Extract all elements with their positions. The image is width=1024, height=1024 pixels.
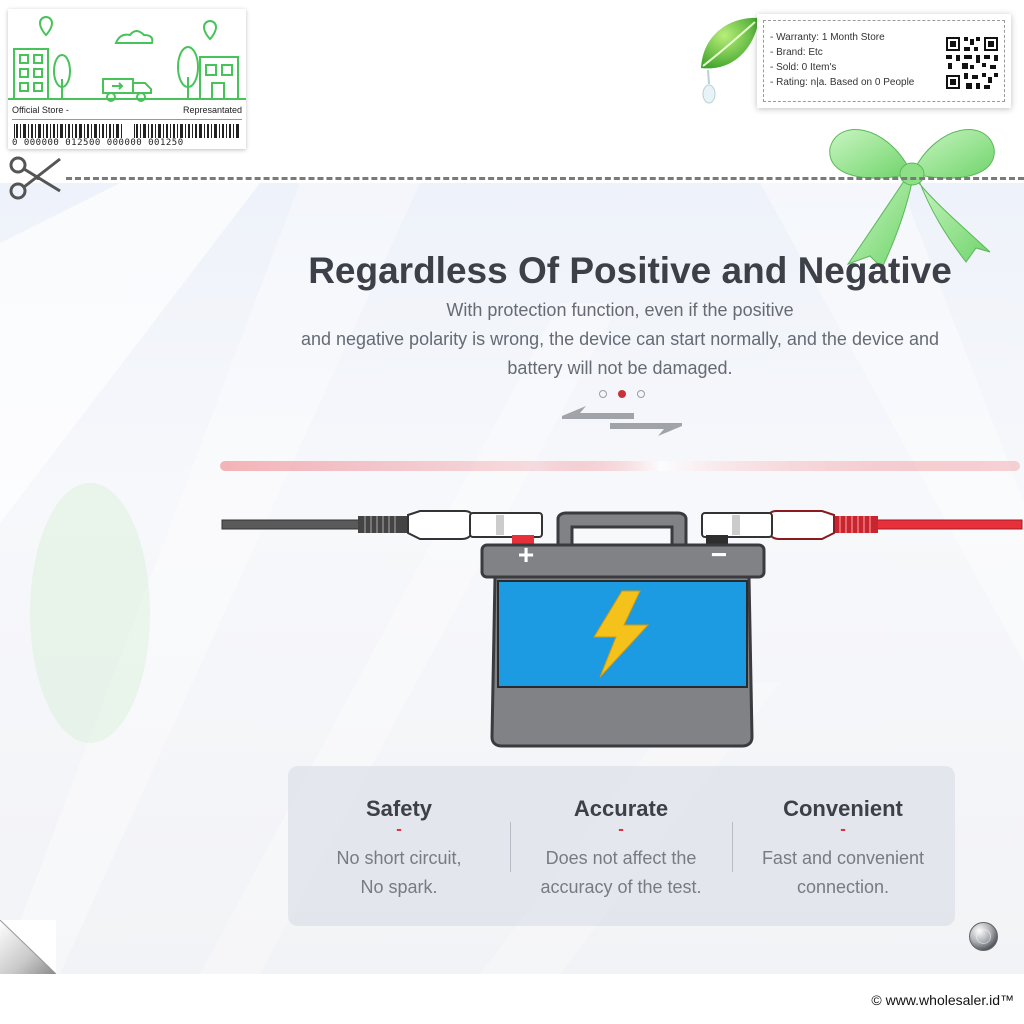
barcode-number: 0 000000 012500 000000 001250 <box>12 138 184 148</box>
feature-description-line: connection. <box>796 877 890 897</box>
black-cable <box>222 520 362 529</box>
carousel-dots[interactable] <box>596 388 648 400</box>
feature-description-line: accuracy of the test. <box>540 877 702 897</box>
feature-convenient <box>732 766 954 926</box>
feature-description-line: No short circuit, <box>336 848 462 868</box>
feature-title: Accurate <box>573 796 669 821</box>
feature-dash: - <box>840 822 846 838</box>
leaf-icon <box>693 12 763 112</box>
info-card <box>757 14 1011 108</box>
feature-safety <box>288 766 510 926</box>
swap-arrows-icon <box>556 404 688 440</box>
black-clamp <box>358 511 542 539</box>
city-delivery-illustration <box>8 9 246 105</box>
feature-title: Safety <box>365 796 433 821</box>
rating-text: - Rating: n|a. Based on 0 People <box>770 77 915 88</box>
footer-band <box>0 974 1024 1024</box>
negative-symbol: − <box>710 539 728 570</box>
sold-text: - Sold: 0 Item's <box>770 62 837 73</box>
feature-dash: - <box>396 822 402 838</box>
bow-icon <box>826 118 998 268</box>
product-info-list <box>770 30 914 90</box>
subtitle-line-2: and negative polarity is wrong, the device can start normally, and the device and <box>300 329 940 349</box>
motion-blur-line <box>220 454 1020 478</box>
positive-symbol: + <box>517 539 535 570</box>
store-card <box>8 9 246 149</box>
brand-text: - Brand: Etc <box>770 47 823 58</box>
feature-description <box>732 844 954 902</box>
store-labels <box>12 105 242 120</box>
qr-code-icon <box>944 35 1000 91</box>
red-clamp <box>702 511 878 539</box>
metal-button-icon[interactable] <box>968 921 999 952</box>
cut-line <box>66 177 1024 180</box>
feature-description <box>288 844 510 902</box>
feature-dash: - <box>618 822 624 838</box>
feature-accurate <box>510 766 732 926</box>
warranty-text: - Warranty: 1 Month Store <box>770 32 885 43</box>
subtitle-line-3: battery will not be damaged. <box>507 358 733 378</box>
feature-description <box>510 844 732 902</box>
battery-illustration <box>220 505 1024 755</box>
info-card-border <box>763 20 1005 102</box>
official-store-label: Official Store - <box>12 105 69 115</box>
headline: Regardless Of Positive and Negative <box>308 250 952 291</box>
red-cable <box>870 520 1022 529</box>
represented-label: Represantated <box>182 105 242 115</box>
barcode-icon <box>12 124 242 138</box>
carousel-dot[interactable] <box>600 391 607 398</box>
carousel-dot-active[interactable] <box>618 390 626 398</box>
subtitle-line-1: With protection function, even if the positive <box>446 300 794 320</box>
feature-title: Convenient <box>783 796 903 821</box>
feature-description-line: Fast and convenient <box>761 848 925 868</box>
copyright-text: © www.wholesaler.id™ <box>871 992 1014 1008</box>
carousel-dot[interactable] <box>638 391 645 398</box>
page-curl-icon[interactable] <box>0 920 56 974</box>
feature-description-line: Does not affect the <box>545 848 697 868</box>
feature-description-line: No spark. <box>360 877 438 897</box>
scissors-icon <box>8 155 62 201</box>
features-box <box>288 766 955 926</box>
